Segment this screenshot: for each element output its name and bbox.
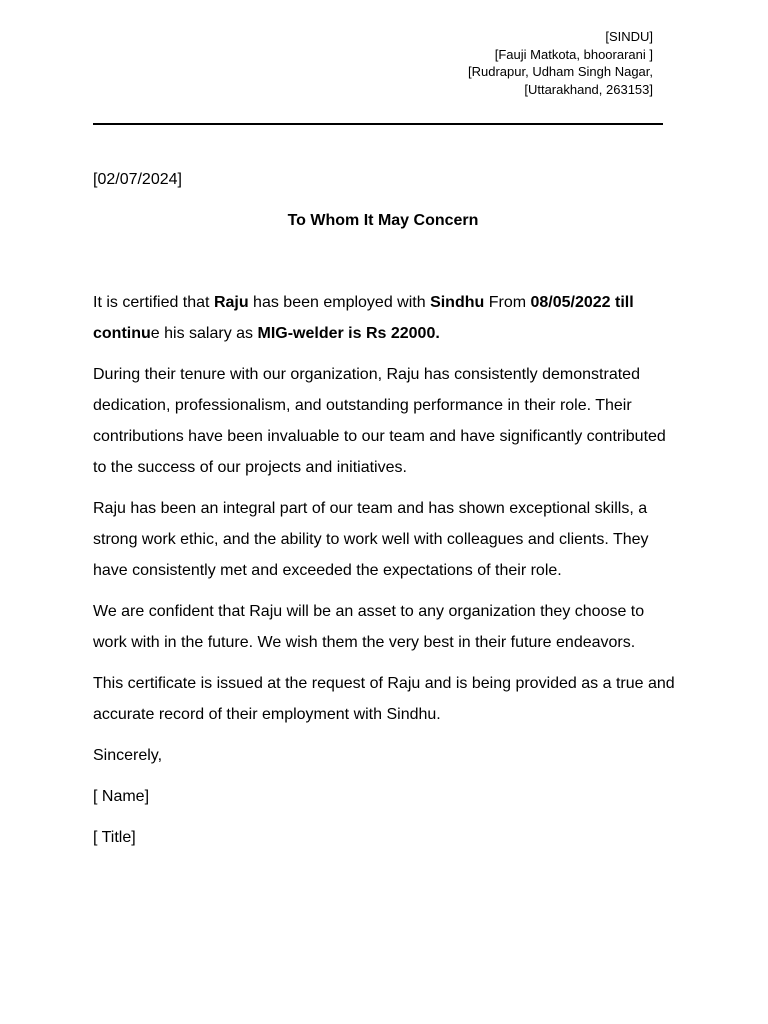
header-divider: [93, 123, 663, 125]
address-line-2: [Fauji Matkota, bhoorarani ]: [494, 46, 653, 62]
para1-text-2: has been employed with: [248, 294, 431, 311]
paragraph-confidence: We are confident that Raju will be an asset to any organization they choose to work with in the future. We wish them the very best in their future endeavors.: [93, 603, 645, 651]
address-line-1: [SINDU]: [605, 29, 653, 44]
employee-name: Raju: [213, 294, 249, 311]
paragraph-purpose: This certificate is issued at the request of Raju and is being provided as a true and accurate record of their employment with Sindhu.: [93, 675, 675, 723]
sender-address: [468, 28, 653, 98]
paragraph-employment: [93, 287, 677, 349]
company-name: Sindhu: [430, 294, 485, 311]
para1-text-4: e his salary as: [150, 325, 258, 342]
para1-text-3: From: [484, 294, 531, 311]
letter-date: [02/07/2024]: [93, 171, 182, 188]
position-salary: MIG-welder is Rs 22000.: [257, 325, 440, 342]
letter-subject: To Whom It May Concern: [287, 212, 479, 229]
employment-period: 08/05/2022 till continu: [93, 294, 634, 342]
signatory-name: [ Name]: [93, 788, 150, 805]
signatory-title: [ Title]: [93, 829, 136, 846]
paragraph-tenure: During their tenure with our organization, Raju has consistently demonstrated dedication, professionalism, and outstanding performance in their role. Their contributions have been invaluable to our team and have significantly contributed to the success of our projects and initiatives.: [93, 366, 666, 476]
letter-body: [93, 287, 677, 863]
para1-text-1: It is certified that: [93, 294, 214, 311]
paragraph-skills: Raju has been an integral part of our team and has shown exceptional skills, a strong work ethic, and the ability to work well with colleagues and clients. They have consistently met and exceeded the expectations of their role.: [93, 500, 649, 579]
closing-salutation: Sincerely,: [93, 747, 163, 764]
address-line-4: [Uttarakhand, 263153]: [524, 81, 653, 97]
address-line-3: [Rudrapur, Udham Singh Nagar,: [468, 64, 653, 79]
